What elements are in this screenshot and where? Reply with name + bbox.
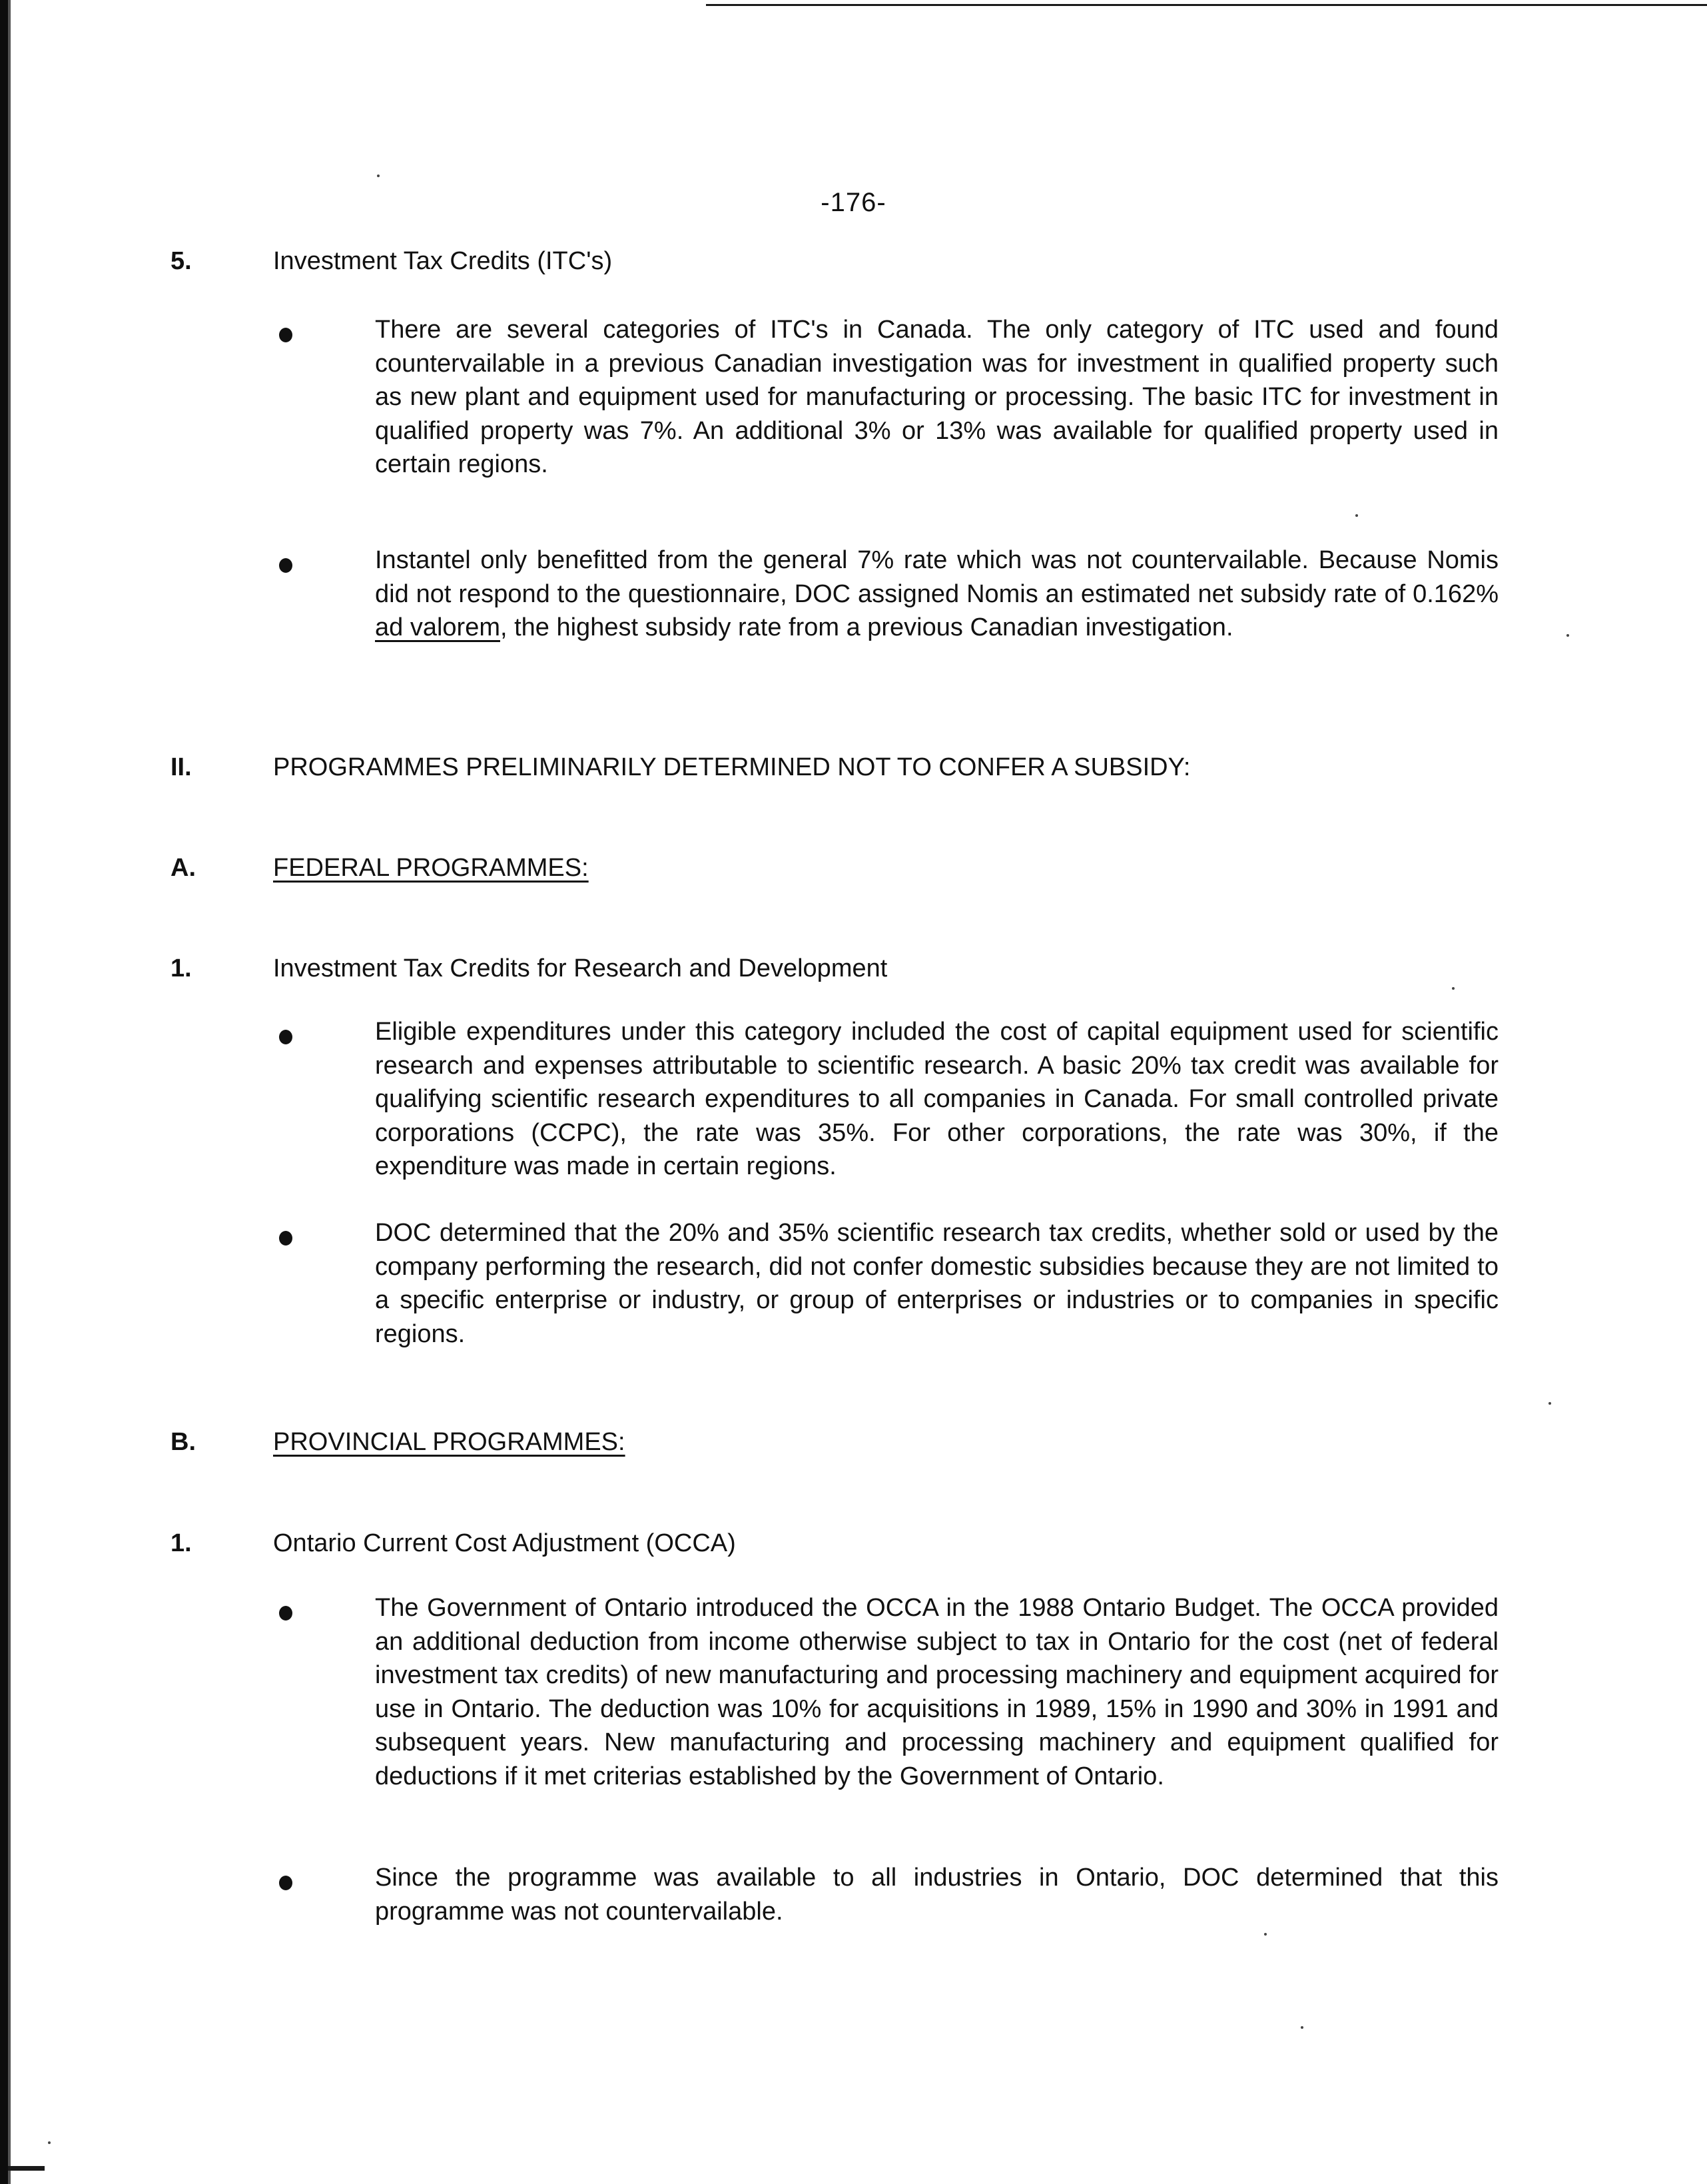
bullet-marker (279, 1606, 292, 1621)
paragraph: Since the programme was available to all industries in Ontario, DOC determined that this programme was not countervailable. (375, 1864, 1499, 1926)
paragraph: Eligible expenditures under this category included the cost of capital equipment used for scientific research and expenses attributable to scientific research. A basic 20% tax credit was available for qualifying scientific research expenditures to all companies in Canada. For small controlled private corporations (CCPC), the rate was 35%. For other corporations, the rate was 30%, if the expenditure was made in certain regions. (375, 1018, 1499, 1180)
section-title: FEDERAL PROGRAMMES: (273, 854, 589, 882)
bullet-marker (279, 1231, 292, 1246)
section-title: Investment Tax Credits for Research and Development (273, 954, 888, 982)
scan-speck (1548, 1402, 1551, 1405)
scan-speck (1301, 2026, 1303, 2029)
scan-top-rule (706, 4, 1707, 6)
section-title: Ontario Current Cost Adjustment (OCCA) (273, 1529, 736, 1557)
section-number: 5. (171, 247, 192, 275)
section-title: Investment Tax Credits (ITC's) (273, 247, 613, 275)
paragraph: The Government of Ontario introduced the OCCA in the 1988 Ontario Budget. The OCCA provided an additional deduction from income otherwise subject to tax in Ontario for the cost (net of federal investment tax credits) of new manufacturing and processing machinery and equipment acquired for use in Ontario. The deduction was 10% for acquisitions in 1989, 15% in 1990 and 30% in 1991 and subsequent years. New manufacturing and processing machinery and equipment qualified for deductions if it met criterias established by the Government of Ontario. (375, 1594, 1499, 1790)
section-number: B. (171, 1428, 196, 1456)
scan-bottom-corner (8, 2166, 45, 2171)
bullet-marker (279, 558, 292, 573)
paragraph (375, 544, 1499, 645)
page-number: -176- (821, 188, 886, 217)
scan-speck (1566, 634, 1569, 637)
bullet-marker (279, 328, 292, 342)
bullet-marker (279, 1030, 292, 1044)
scan-speck (377, 175, 380, 177)
section-title: PROVINCIAL PROGRAMMES: (273, 1428, 625, 1456)
section-number: II. (171, 753, 192, 781)
paragraph: There are several categories of ITC's in Canada. The only category of ITC used and found countervailable in a previous Canadian investigation was for investment in qualified property such as new plant and equipment used for manufacturing or processing. The basic ITC for investment in qualified property was 7%. An additional 3% or 13% was available for qualified property used in certain regions. (375, 316, 1499, 478)
paragraph: DOC determined that the 20% and 35% scientific research tax credits, whether sold or used by the company performing the research, did not confer domestic subsidies because they are not limited to a specific enterprise or industry, or group of enterprises or industries or to companies in specific regions. (375, 1219, 1499, 1348)
bullet-marker (279, 1876, 292, 1890)
ad-valorem-underlined: ad valorem (375, 613, 500, 641)
section-number: 1. (171, 1529, 192, 1557)
section-number: 1. (171, 954, 192, 982)
scan-speck (1355, 514, 1358, 517)
scan-left-edge-shadow (8, 0, 11, 2184)
scan-speck (1452, 987, 1455, 990)
paragraph-text: Instantel only benefitted from the general 7% rate which was not countervailable. Because Nomis did not respond to the questionnaire, DOC assigned Nomis an estimated net subsidy rate of 0.162% (375, 546, 1499, 608)
paragraph-text: , the highest subsidy rate from a previous Canadian investigation. (500, 613, 1233, 641)
scan-speck (1264, 1933, 1267, 1936)
scan-speck (48, 2141, 51, 2144)
section-title: PROGRAMMES PRELIMINARILY DETERMINED NOT TO CONFER A SUBSIDY: (273, 753, 1191, 781)
scan-left-edge (0, 0, 8, 2184)
section-number: A. (171, 854, 196, 882)
